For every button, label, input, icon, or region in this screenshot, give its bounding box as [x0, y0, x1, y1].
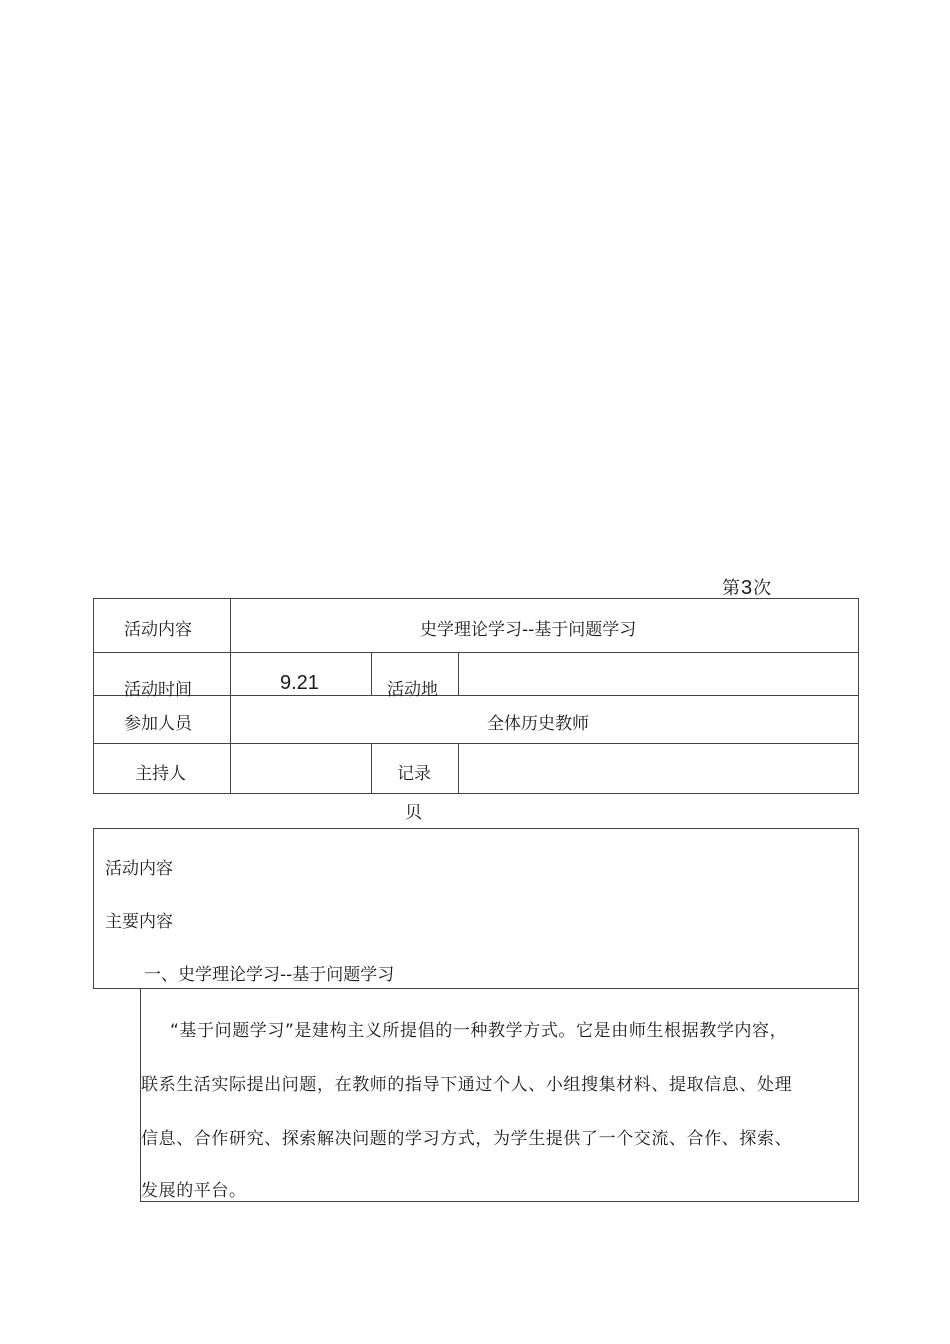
column-divider — [371, 652, 372, 696]
column-divider — [458, 652, 459, 696]
session-number-value: 3 — [741, 577, 754, 599]
column-divider — [458, 743, 459, 793]
activity-info-table — [93, 598, 859, 794]
host-label: 主持人 — [135, 764, 186, 784]
row-divider — [94, 743, 858, 744]
activity-time-label: 活动时间 — [124, 680, 192, 700]
paragraph-line: 发展的平台。 — [141, 1181, 247, 1201]
session-suffix: 次 — [753, 578, 773, 599]
paragraph-line: 信息、合作研究、探索解决问题的学习方式，为学生提供了一个交流、合作、探索、 — [141, 1129, 793, 1149]
activity-time-value: 9.21 — [280, 672, 319, 694]
row-divider — [94, 652, 858, 653]
paragraph-box — [140, 988, 859, 1202]
participants-value: 全体历史教师 — [487, 714, 589, 734]
recorder-label: 记录 — [397, 764, 431, 784]
paragraph-line: 联系生活实际提出问题，在教师的指导下通过个人、小组搜集材料、提取信息、处理 — [141, 1075, 793, 1095]
column-divider — [230, 599, 231, 793]
content-subheading: 主要内容 — [105, 912, 173, 932]
participants-label: 参加人员 — [124, 714, 192, 734]
activity-content-label: 活动内容 — [124, 620, 192, 640]
section-title: 一、史学理论学习--基于问题学习 — [144, 965, 395, 985]
content-heading: 活动内容 — [105, 859, 173, 879]
session-prefix: 第 — [722, 578, 741, 599]
activity-place-label: 活动地 — [387, 680, 438, 700]
overflow-character: 贝 — [405, 803, 422, 823]
session-number — [722, 574, 772, 600]
paragraph-line: “基于问题学习”是建构主义所提倡的一种教学方式。它是由师生根据教学内容， — [170, 1021, 788, 1041]
activity-content-value: 史学理论学习--基于问题学习 — [420, 620, 637, 640]
column-divider — [371, 743, 372, 793]
content-section — [93, 828, 859, 989]
row-divider — [94, 695, 858, 696]
